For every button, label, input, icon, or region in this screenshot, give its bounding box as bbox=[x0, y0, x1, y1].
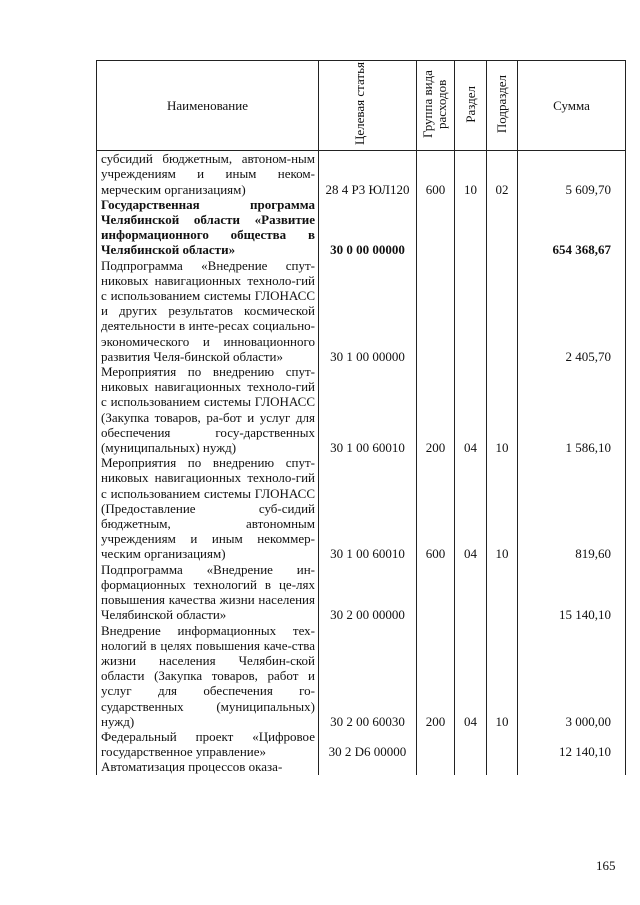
row-target bbox=[319, 759, 417, 774]
row-sum: 654 368,67 bbox=[518, 197, 626, 258]
row-section bbox=[455, 197, 487, 258]
row-group bbox=[417, 729, 455, 759]
row-sum: 2 405,70 bbox=[518, 258, 626, 364]
row-name: Автоматизация процессов оказа- bbox=[97, 759, 319, 774]
row-section bbox=[455, 562, 487, 623]
row-sum: 12 140,10 bbox=[518, 729, 626, 759]
row-target: 28 4 Р3 ЮЛ120 bbox=[319, 151, 417, 197]
row-sum: 5 609,70 bbox=[518, 151, 626, 197]
row-name: Подпрограмма «Внедрение ин-формационных технологий в це-лях повышения качества жизни населения Челябинской области» bbox=[97, 562, 319, 623]
row-subsection: 02 bbox=[487, 151, 518, 197]
row-name: Государственная программа Челябинской области «Развитие информационного общества в Челябинской области» bbox=[97, 197, 319, 258]
row-target: 30 2 00 60030 bbox=[319, 623, 417, 729]
row-target: 30 2 D6 00000 bbox=[319, 729, 417, 759]
table-row bbox=[97, 364, 626, 455]
row-subsection: 10 bbox=[487, 364, 518, 455]
row-subsection: 10 bbox=[487, 455, 518, 561]
page-number: 165 bbox=[596, 858, 616, 873]
row-sum: 3 000,00 bbox=[518, 623, 626, 729]
row-name: Мероприятия по внедрению спут-никовых навигационных техноло-гий с использованием системы ГЛОНАСС (Предоставление суб-сидий бюджетным, автономным учреждениям и иным некоммер-ческим организациям) bbox=[97, 455, 319, 561]
row-subsection: 10 bbox=[487, 623, 518, 729]
table-row bbox=[97, 623, 626, 729]
row-group: 200 bbox=[417, 364, 455, 455]
row-group: 600 bbox=[417, 151, 455, 197]
header-sum: Сумма bbox=[518, 61, 626, 151]
header-subsection: Подраздел bbox=[487, 61, 518, 151]
row-group: 600 bbox=[417, 455, 455, 561]
row-subsection bbox=[487, 729, 518, 759]
table-row bbox=[97, 197, 626, 258]
row-section bbox=[455, 258, 487, 364]
row-name: Подпрограмма «Внедрение спут-никовых навигационных техноло-гий с использованием системы ГЛОНАСС и других результатов космической деятельности в инте-ресах социально-экономического и инновационного развития Челя-бинской области» bbox=[97, 258, 319, 364]
row-target: 30 1 00 60010 bbox=[319, 364, 417, 455]
budget-table bbox=[96, 60, 626, 775]
table-row bbox=[97, 455, 626, 561]
row-group bbox=[417, 562, 455, 623]
row-section: 04 bbox=[455, 364, 487, 455]
row-group bbox=[417, 197, 455, 258]
row-section: 04 bbox=[455, 623, 487, 729]
row-group bbox=[417, 759, 455, 774]
row-target: 30 1 00 60010 bbox=[319, 455, 417, 561]
table-row bbox=[97, 729, 626, 759]
row-target: 30 1 00 00000 bbox=[319, 258, 417, 364]
header-section: Раздел bbox=[455, 61, 487, 151]
row-section: 04 bbox=[455, 455, 487, 561]
row-name: Мероприятия по внедрению спут-никовых навигационных техноло-гий с использованием системы ГЛОНАСС (Закупка товаров, ра-бот и услуг для обеспечения госу-дарственных (муниципальных) нужд) bbox=[97, 364, 319, 455]
row-subsection bbox=[487, 562, 518, 623]
row-section bbox=[455, 729, 487, 759]
row-sum: 819,60 bbox=[518, 455, 626, 561]
row-subsection bbox=[487, 759, 518, 774]
row-target: 30 0 00 00000 bbox=[319, 197, 417, 258]
table-row bbox=[97, 258, 626, 364]
row-group: 200 bbox=[417, 623, 455, 729]
table-header-row bbox=[97, 61, 626, 151]
row-section: 10 bbox=[455, 151, 487, 197]
table-row bbox=[97, 759, 626, 774]
row-target: 30 2 00 00000 bbox=[319, 562, 417, 623]
row-group bbox=[417, 258, 455, 364]
table-row bbox=[97, 562, 626, 623]
row-subsection bbox=[487, 258, 518, 364]
row-name: Федеральный проект «Цифровое государственное управление» bbox=[97, 729, 319, 759]
header-target: Целевая статья bbox=[319, 61, 417, 151]
row-sum: 15 140,10 bbox=[518, 562, 626, 623]
row-subsection bbox=[487, 197, 518, 258]
table-row bbox=[97, 151, 626, 197]
header-name: Наименование bbox=[97, 61, 319, 151]
row-name: Внедрение информационных тех-нологий в целях повышения каче-ства жизни населения Челябин-ской области (Закупка товаров, работ и услуг для обеспечения го-сударственных (муниципальных) нужд) bbox=[97, 623, 319, 729]
header-group: Группа вида расходов bbox=[417, 61, 455, 151]
row-section bbox=[455, 759, 487, 774]
row-sum: 1 586,10 bbox=[518, 364, 626, 455]
row-name: субсидий бюджетным, автоном-ным учреждениям и иным неком-мерческим организациям) bbox=[97, 151, 319, 197]
row-sum bbox=[518, 759, 626, 774]
